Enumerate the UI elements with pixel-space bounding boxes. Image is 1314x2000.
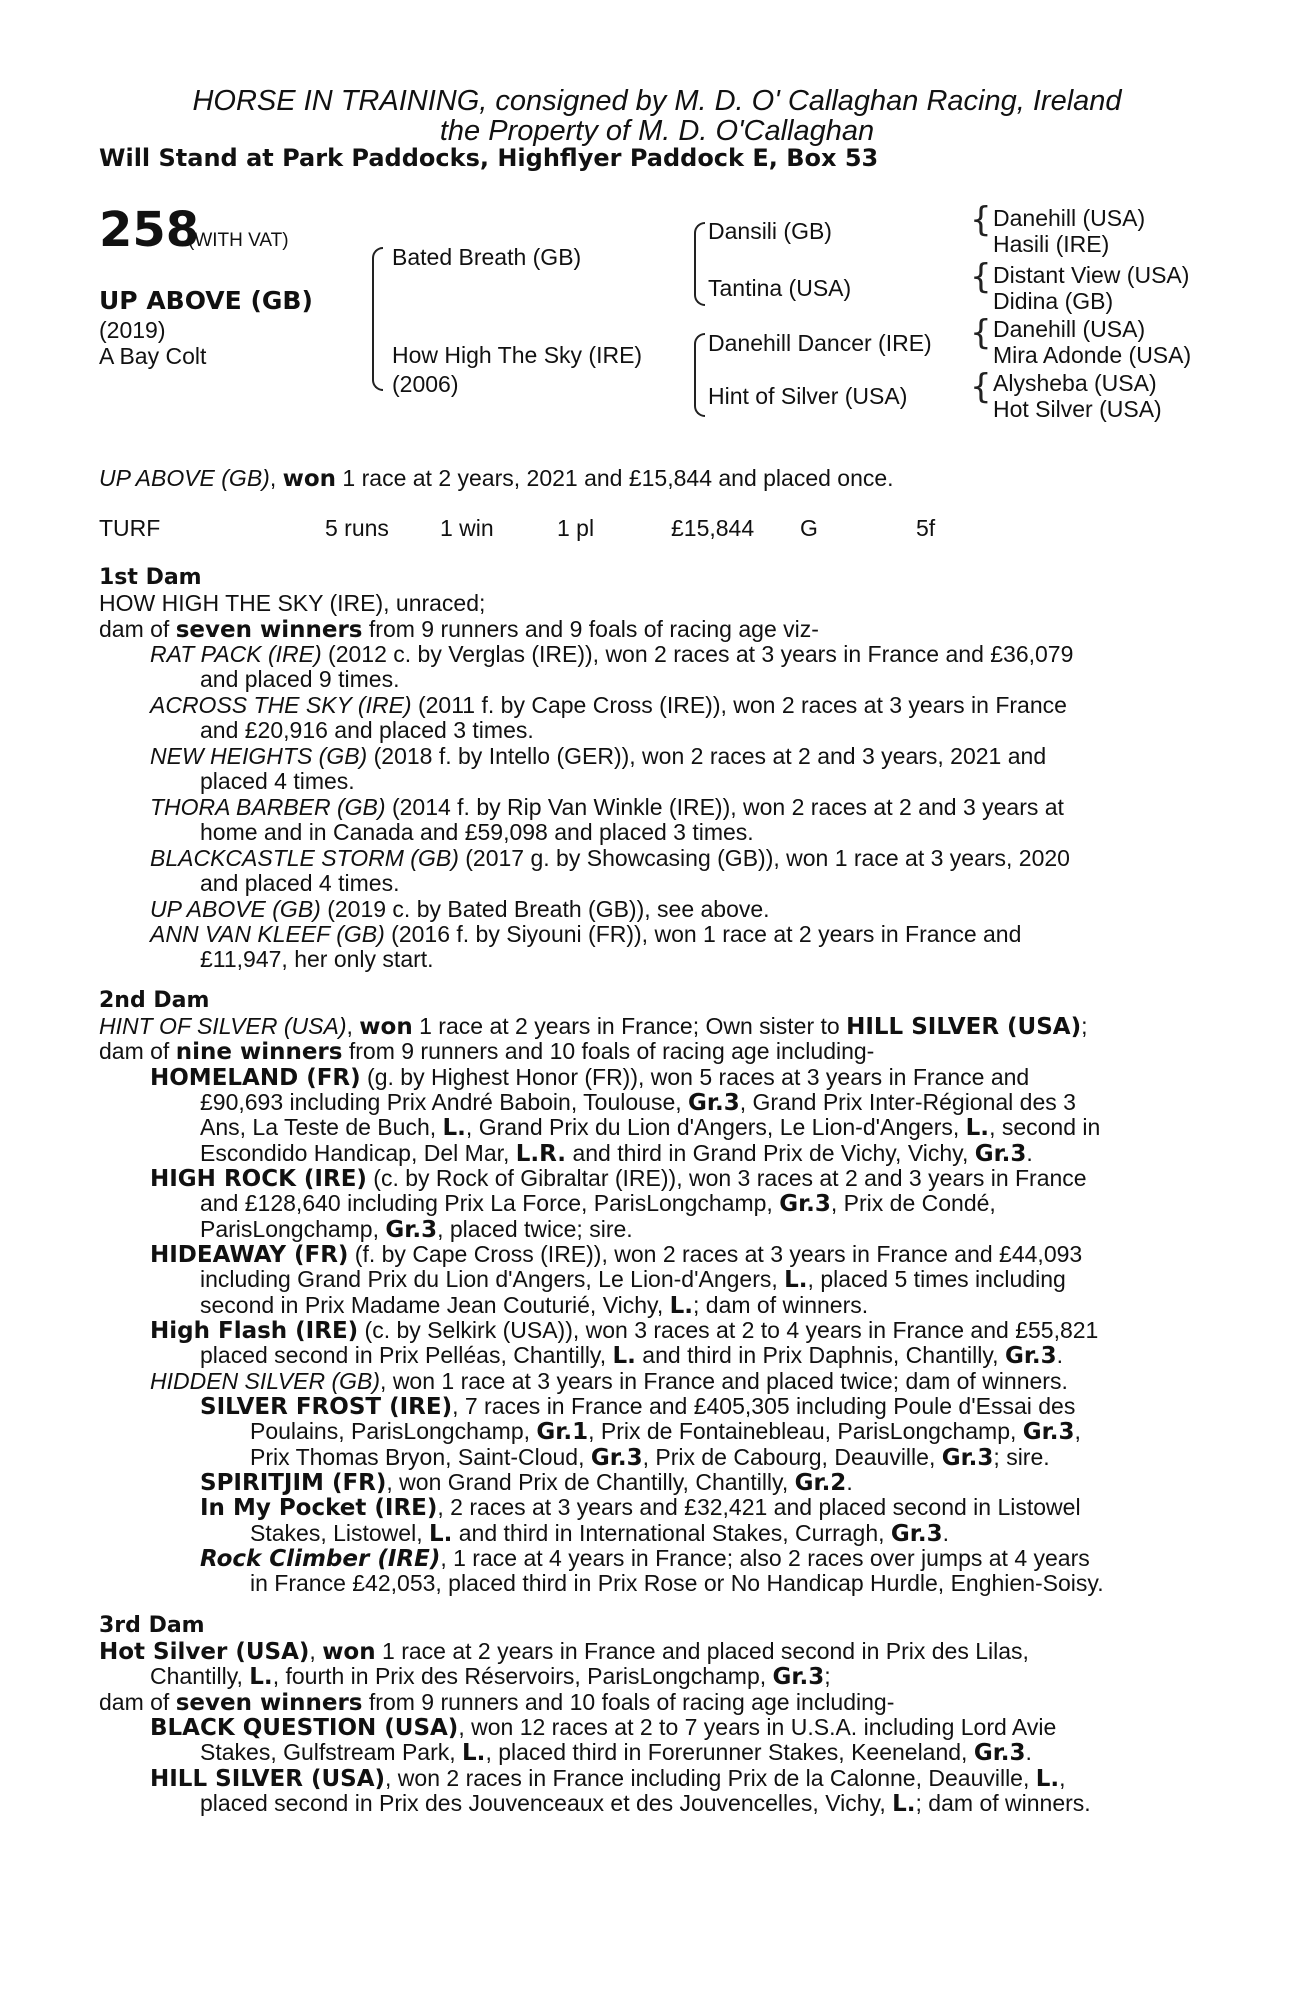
grand-progeny-cont: Stakes, Listowel, L. and third in International Stakes, Curragh, Gr.3.	[250, 1520, 949, 1547]
progeny-entry-cont: placed 4 times.	[200, 768, 355, 794]
progeny-entry: HILL SILVER (USA), won 2 races in France including Prix de la Calonne, Deauville, L.,	[150, 1765, 1066, 1792]
sire-sire-dam: Hasili (IRE)	[993, 231, 1110, 257]
second-dam-produce: dam of nine winners from 9 runners and 10 foals of racing age including-	[99, 1038, 875, 1065]
dam-dam: Hint of Silver (USA)	[708, 383, 908, 409]
grand-progeny-entry: In My Pocket (IRE), 2 races at 3 years and £32,421 and placed second in Listowel	[200, 1494, 1081, 1521]
horse-name: UP ABOVE (GB)	[99, 286, 313, 315]
sire-line-bracket	[694, 222, 705, 306]
sire-sire: Dansili (GB)	[708, 218, 832, 244]
record-surface: TURF	[99, 515, 161, 541]
progeny-entry-cont: and placed 9 times.	[200, 666, 400, 692]
third-dam-produce: dam of seven winners from 9 runners and 10 foals of racing age including-	[99, 1689, 895, 1716]
progeny-entry: HOMELAND (FR) (g. by Highest Honor (FR)), won 5 races at 3 years in France and	[150, 1064, 1030, 1091]
brace-3: {	[970, 313, 992, 353]
sire: Bated Breath (GB)	[392, 244, 582, 270]
brace-4: {	[970, 367, 992, 407]
progeny-entry-cont: placed second in Prix Pelléas, Chantilly, L. and third in Prix Daphnis, Chantilly, Gr.3.	[200, 1342, 1064, 1369]
third-dam-line-cont: Chantilly, L., fourth in Prix des Réservoirs, ParisLongchamp, Gr.3;	[150, 1663, 831, 1690]
second-dam-heading: 2nd Dam	[99, 988, 210, 1013]
first-dam-heading: 1st Dam	[99, 565, 202, 590]
progeny-entry-cont: and placed 4 times.	[200, 870, 400, 896]
third-dam-line: Hot Silver (USA), won 1 race at 2 years in France and placed second in Prix des Lilas,	[99, 1638, 1029, 1665]
record-runs: 5 runs	[325, 515, 389, 541]
dam-sire: Danehill Dancer (IRE)	[708, 330, 932, 356]
progeny-entry-cont: £11,947, her only start.	[200, 946, 434, 972]
progeny-entry-cont: Stakes, Gulfstream Park, L., placed third in Forerunner Stakes, Keeneland, Gr.3.	[200, 1739, 1032, 1766]
progeny-entry: ANN VAN KLEEF (GB) (2016 f. by Siyouni (FR)), won 1 race at 2 years in France and	[150, 921, 1022, 947]
record-going: G	[800, 515, 818, 541]
race-summary: UP ABOVE (GB), won 1 race at 2 years, 2021 and £15,844 and placed once.	[99, 465, 894, 492]
progeny-entry: ACROSS THE SKY (IRE) (2011 f. by Cape Cross (IRE)), won 2 races at 3 years in France	[150, 692, 1067, 718]
location-line: Will Stand at Park Paddocks, Highflyer Paddock E, Box 53	[99, 144, 879, 172]
dam-sire-dam: Mira Adonde (USA)	[993, 342, 1192, 368]
progeny-entry-cont: £90,693 including Prix André Baboin, Toulouse, Gr.3, Grand Prix Inter-Régional des 3	[200, 1089, 1076, 1116]
grand-progeny-cont: Prix Thomas Bryon, Saint-Cloud, Gr.3, Prix de Cabourg, Deauville, Gr.3; sire.	[250, 1444, 1050, 1471]
progeny-entry: NEW HEIGHTS (GB) (2018 f. by Intello (GER)), won 2 races at 2 and 3 years, 2021 and	[150, 743, 1047, 769]
progeny-entry-cont: including Grand Prix du Lion d'Angers, Le Lion-d'Angers, L., placed 5 times including	[200, 1266, 1066, 1293]
grand-progeny-entry: SILVER FROST (IRE), 7 races in France and £405,305 including Poule d'Essai des	[200, 1393, 1076, 1420]
dam-dam-sire: Alysheba (USA)	[993, 370, 1157, 396]
consignor-line: HORSE IN TRAINING, consigned by M. D. O' Callaghan Racing, Ireland	[192, 85, 1122, 117]
dam-year: (2006)	[392, 371, 459, 397]
grand-progeny-entry: SPIRITJIM (FR), won Grand Prix de Chantilly, Chantilly, Gr.2.	[200, 1469, 853, 1496]
sire-sire-sire: Danehill (USA)	[993, 205, 1146, 231]
lot-number: 258	[99, 202, 200, 258]
progeny-entry-cont: second in Prix Madame Jean Couturié, Vichy, L.; dam of winners.	[200, 1292, 869, 1319]
grand-progeny-entry: Rock Climber (IRE), 1 race at 4 years in France; also 2 races over jumps at 4 years	[200, 1545, 1090, 1572]
sire-dam: Tantina (USA)	[708, 275, 852, 301]
record-distance: 5f	[916, 515, 936, 541]
progeny-entry-cont: Ans, La Teste de Buch, L., Grand Prix du Lion d'Angers, Le Lion-d'Angers, L., second in	[200, 1114, 1101, 1141]
progeny-entry-cont: ParisLongchamp, Gr.3, placed twice; sire.	[200, 1216, 633, 1243]
progeny-entry-cont: Escondido Handicap, Del Mar, L.R. and third in Grand Prix de Vichy, Vichy, Gr.3.	[200, 1140, 1033, 1167]
progeny-entry: HIDEAWAY (FR) (f. by Cape Cross (IRE)), won 2 races at 3 years in France and £44,093	[150, 1241, 1083, 1268]
grand-progeny-cont: in France £42,053, placed third in Prix Rose or No Handicap Hurdle, Enghien-Soisy.	[250, 1570, 1104, 1596]
progeny-entry-cont: and £128,640 including Prix La Force, ParisLongchamp, Gr.3, Prix de Condé,	[200, 1190, 996, 1217]
property-line: the Property of M. D. O'Callaghan	[439, 115, 875, 147]
dam-line-bracket	[694, 333, 705, 417]
progeny-entry: BLACK QUESTION (USA), won 12 races at 2 to 7 years in U.S.A. including Lord Avie	[150, 1714, 1057, 1741]
second-dam-line: HINT OF SILVER (USA), won 1 race at 2 years in France; Own sister to HILL SILVER (USA);	[99, 1013, 1088, 1040]
sire-dam-sire: Distant View (USA)	[993, 262, 1190, 288]
progeny-entry-cont: placed second in Prix des Jouvenceaux et des Jouvencelles, Vichy, L.; dam of winners.	[200, 1790, 1091, 1817]
sire-dam-dam: Didina (GB)	[993, 288, 1114, 314]
pedigree-bracket	[372, 247, 383, 391]
progeny-entry: THORA BARBER (GB) (2014 f. by Rip Van Winkle (IRE)), won 2 races at 2 and 3 years at	[150, 794, 1064, 820]
progeny-entry-cont: home and in Canada and £59,098 and placed 3 times.	[200, 819, 754, 845]
record-wins: 1 win	[440, 515, 494, 541]
progeny-entry: RAT PACK (IRE) (2012 c. by Verglas (IRE)), won 2 races at 3 years in France and £36,079	[150, 641, 1074, 667]
horse-description: A Bay Colt	[99, 343, 207, 369]
record-earnings: £15,844	[671, 515, 755, 541]
progeny-entry: High Flash (IRE) (c. by Selkirk (USA)), won 3 races at 2 to 4 years in France and £55,821	[150, 1317, 1099, 1344]
record-placed: 1 pl	[557, 515, 595, 541]
progeny-entry-cont: and £20,916 and placed 3 times.	[200, 717, 534, 743]
third-dam-heading: 3rd Dam	[99, 1613, 205, 1638]
brace-1: {	[970, 200, 992, 240]
dam: How High The Sky (IRE)	[392, 342, 643, 368]
first-dam-line: HOW HIGH THE SKY (IRE), unraced;	[99, 590, 486, 616]
brace-2: {	[970, 257, 992, 297]
progeny-entry: UP ABOVE (GB) (2019 c. by Bated Breath (GB)), see above.	[150, 896, 770, 922]
foaling-year: (2019)	[99, 317, 166, 343]
grand-progeny-cont: Poulains, ParisLongchamp, Gr.1, Prix de Fontainebleau, ParisLongchamp, Gr.3,	[250, 1418, 1081, 1445]
dam-sire-sire: Danehill (USA)	[993, 316, 1146, 342]
vat-note: (WITH VAT)	[188, 230, 289, 251]
dam-dam-dam: Hot Silver (USA)	[993, 396, 1162, 422]
progeny-entry: HIDDEN SILVER (GB), won 1 race at 3 years in France and placed twice; dam of winners.	[150, 1368, 1068, 1394]
progeny-entry: HIGH ROCK (IRE) (c. by Rock of Gibraltar (IRE)), won 3 races at 2 and 3 years in France	[150, 1165, 1087, 1192]
progeny-entry: BLACKCASTLE STORM (GB) (2017 g. by Showcasing (GB)), won 1 race at 3 years, 2020	[150, 845, 1070, 871]
first-dam-produce: dam of seven winners from 9 runners and 9 foals of racing age viz-	[99, 616, 819, 643]
